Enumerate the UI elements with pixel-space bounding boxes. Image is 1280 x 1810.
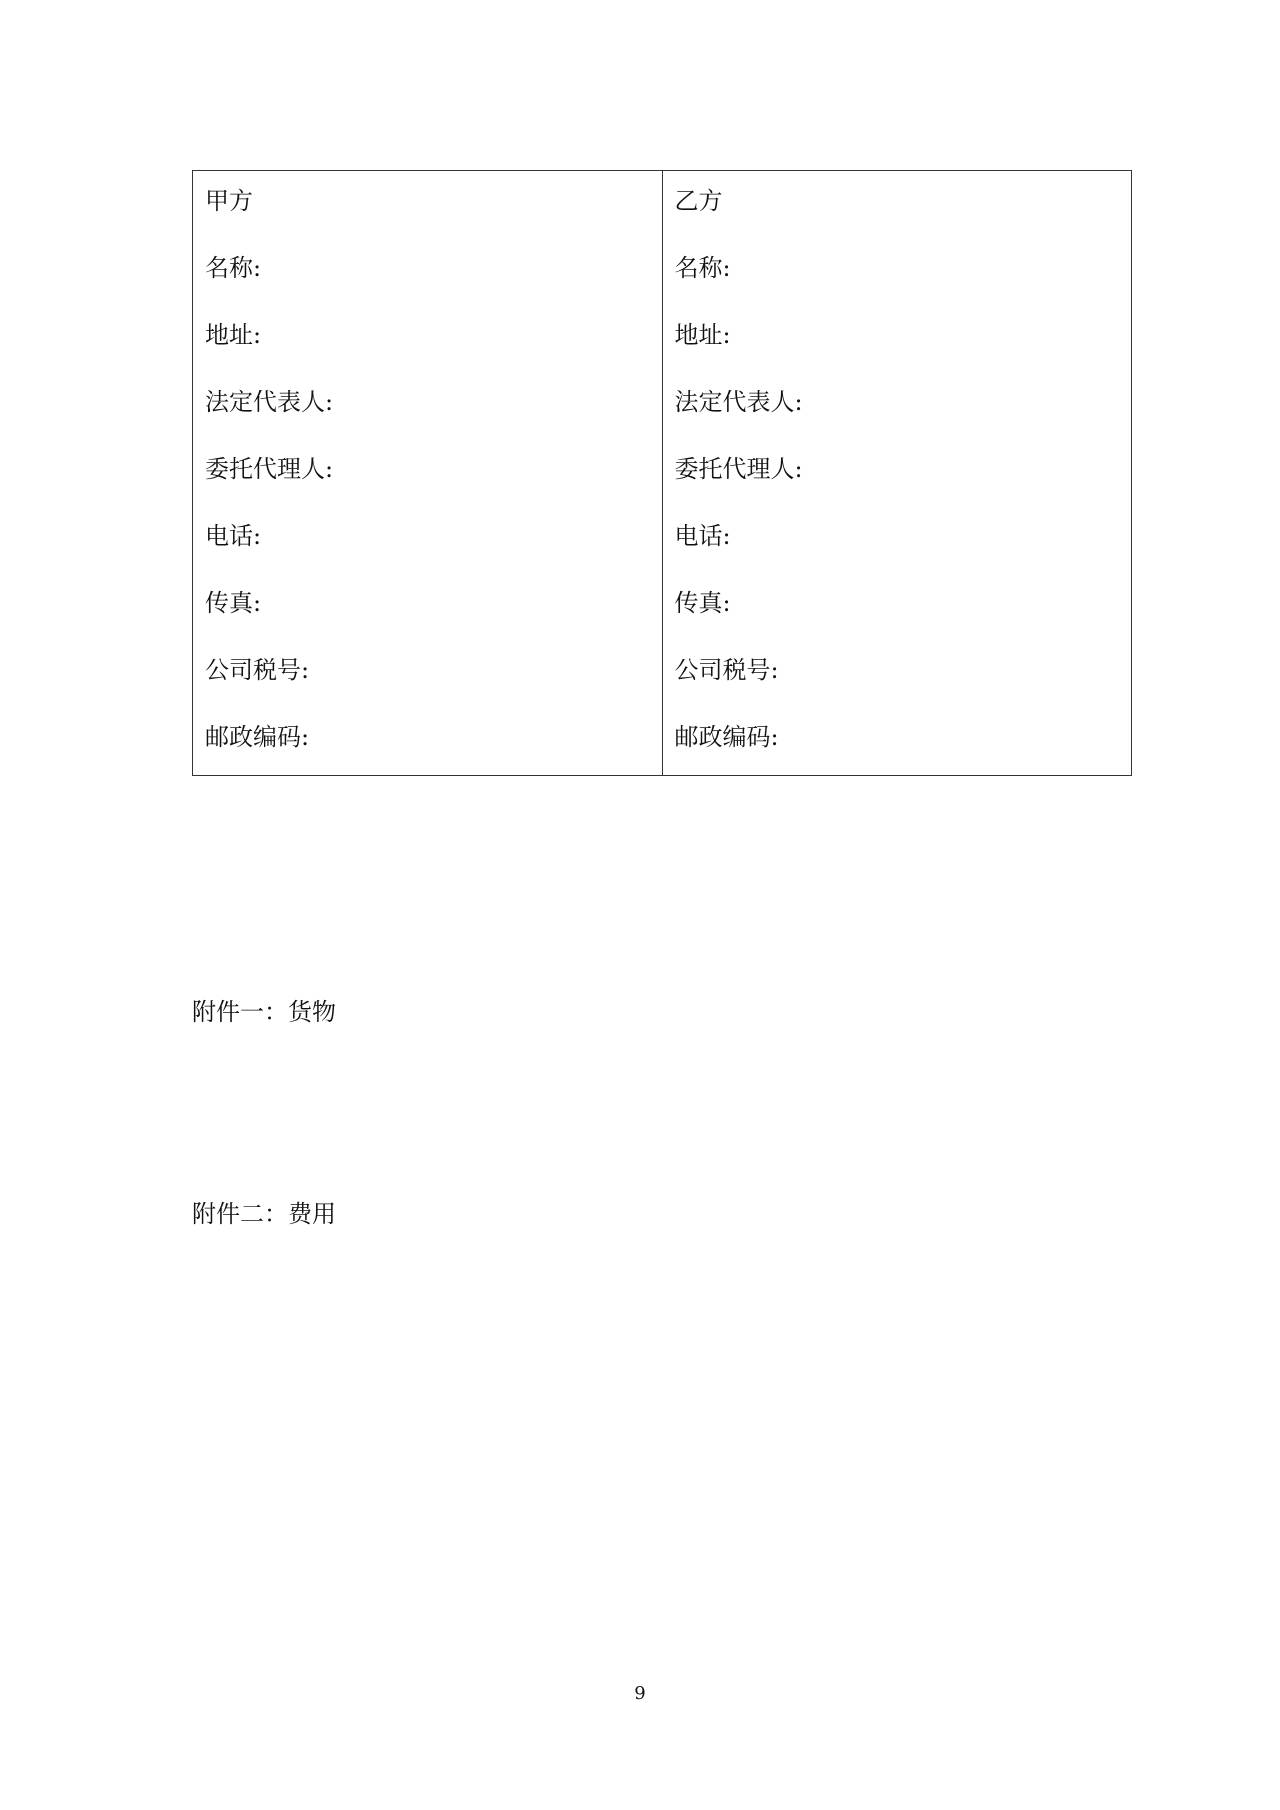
party-b-postcode-label: 邮政编码: — [674, 723, 779, 751]
party-b-heading: 乙方 — [674, 187, 723, 215]
party-b-phone-label: 电话: — [674, 522, 731, 550]
party-b-address-label: 地址: — [674, 321, 731, 349]
party-a-name-label: 名称: — [205, 254, 262, 282]
party-a-agent-label: 委托代理人: — [205, 455, 334, 483]
party-b-fax-label: 传真: — [674, 589, 731, 617]
party-a-address-label: 地址: — [205, 321, 262, 349]
party-a-phone-label: 电话: — [205, 522, 262, 550]
party-a-legal-rep-label: 法定代表人: — [205, 388, 334, 416]
page-number: 9 — [634, 1683, 646, 1704]
party-a-tax-id-label: 公司税号: — [205, 656, 310, 684]
annex-fees-heading: 附件二：费用 — [192, 1200, 336, 1228]
annex-goods-heading: 附件一：货物 — [192, 998, 336, 1026]
party-b-name-label: 名称: — [674, 254, 731, 282]
party-b-agent-label: 委托代理人: — [674, 455, 803, 483]
party-a-cell — [193, 171, 663, 776]
party-b-tax-id-label: 公司税号: — [674, 656, 779, 684]
party-a-fax-label: 传真: — [205, 589, 262, 617]
party-a-heading: 甲方 — [205, 187, 253, 215]
party-b-legal-rep-label: 法定代表人: — [674, 388, 803, 416]
party-a-postcode-label: 邮政编码: — [205, 723, 310, 751]
table-row — [193, 171, 1132, 776]
party-b-cell — [662, 171, 1132, 776]
party-info-table — [192, 170, 1132, 776]
